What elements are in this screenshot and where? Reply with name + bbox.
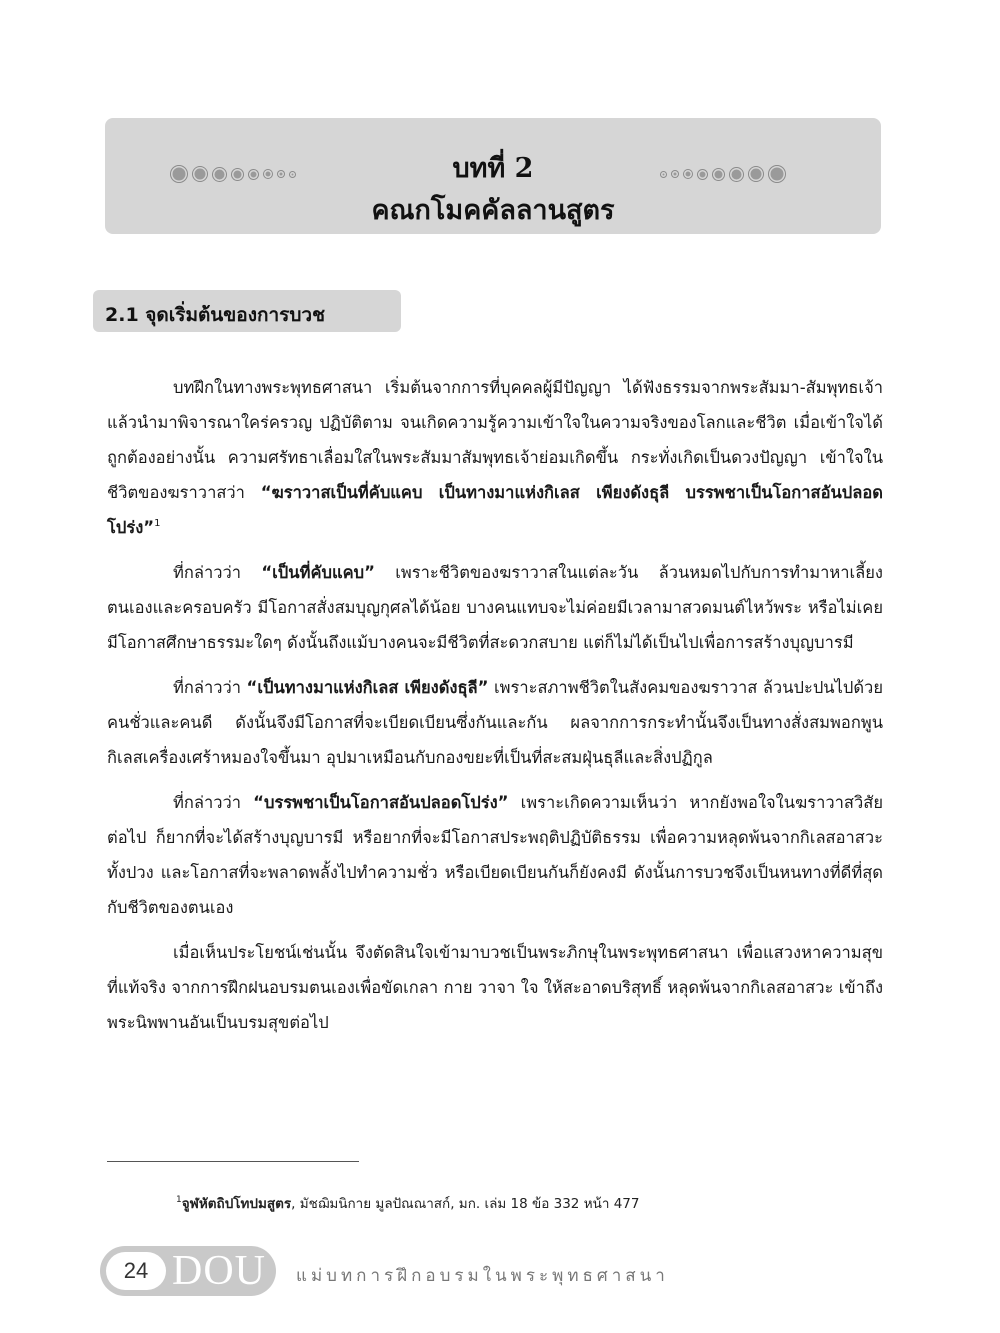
footnote (176, 1192, 639, 1214)
quote-bold: “บรรพชาเป็นโอกาสอันปลอดโปร่ง” (253, 793, 509, 812)
paragraph-3: ที่กล่าวว่า “เป็นทางมาแห่งกิเลส เพียงดังธุลี” เพราะสภาพชีวิตในสังคมของฆราวาส ล้วนปะปนไปด้วยคนชั่วและคนดี ดังนั้นจึงมีโอกาสที่จะเบียดเบียนซึ่งกันและกัน ผลจากการกระทำนั้นจึงเป็นทางสั่งสมพอกพูนกิเลสเครื่องเศร้าหมองใจขึ้นมา อุปมาเหมือนกับกองขยะที่เป็นที่สะสมฝุ่นธุลีและสิ่งปฏิกูล (107, 678, 883, 767)
footnote-source-title: จูฬหัตถิปโทปมสูตร (181, 1196, 292, 1212)
quote-bold: “เป็นที่คับแคบ” (261, 563, 375, 582)
section-header (93, 290, 401, 332)
quote-bold: “เป็นทางมาแห่งกิเลส เพียงดังธุลี” (246, 678, 489, 697)
page-number: 24 (106, 1252, 166, 1290)
quote-bold: “ฆราวาสเป็นที่คับแคบ เป็นทางมาแห่งกิเลส เพียงดังธุลี บรรพชาเป็นโอกาสอันปลอดโปร่ง” (107, 483, 883, 537)
paragraph-5: เมื่อเห็นประโยชน์เช่นนั้น จึงตัดสินใจเข้ามาบวชเป็นพระภิกษุในพระพุทธศาสนา เพื่อแสวงหาความสุขที่แท้จริง จากการฝึกฝนอบรมตนเองเพื่อขัดเกลา กาย วาจา ใจ ให้สะอาดบริสุทธิ์ หลุดพ้นจากกิเลสอาสวะ เข้าถึงพระนิพพานอันเป็นบรมสุขต่อไป (107, 943, 883, 1032)
footnote-ref: 1 (154, 518, 161, 529)
paragraph-2: ที่กล่าวว่า “เป็นที่คับแคบ” เพราะชีวิตของฆราวาสในแต่ละวัน ล้วนหมดไปกับการทำมาหาเลี้ยงตนเองและครอบครัว มีโอกาสสั่งสมบุญกุศลได้น้อย บางคนแทบจะไม่ค่อยมีเวลามาสวดมนต์ไหว้พระ หรือไม่เคยมีโอกาสศึกษาธรรมะใดๆ ดังนั้นถึงแม้บางคนจะมีชีวิตที่สะดวกสบาย แต่ก็ไม่ได้เป็นไปเพื่อการสร้างบุญบารมี (107, 563, 883, 652)
footnote-marker: 1 (176, 1195, 182, 1205)
footer-book-title: แม่บทการฝึกอบรมในพระพุทธศาสนา (296, 1266, 669, 1286)
footnote-divider (107, 1161, 359, 1162)
chapter-title: คณกโมคคัลลานสูตร (371, 195, 615, 226)
paragraph-4: ที่กล่าวว่า “บรรพชาเป็นโอกาสอันปลอดโปร่ง” เพราะเกิดความเห็นว่า หากยังพอใจในฆราวาสวิสัยต่อไป ก็ยากที่จะได้สร้างบุญบารมี หรือยากที่จะมีโอกาสประพฤติปฏิบัติธรรม เพื่อความหลุดพ้นจากกิเลสอาสวะทั้งปวง และโอกาสที่จะพลาดพลั้งไปทำความชั่ว หรือเบียดเบียนกันก็ยังคงมี ดังนั้นการบวชจึงเป็นหนทางที่ดีที่สุดกับชีวิตของตนเอง (107, 793, 883, 917)
section-heading: 2.1 จุดเริ่มต้นของการบวช (105, 304, 325, 326)
chapter-number: บทที่ 2 (452, 153, 534, 184)
body-text (107, 370, 883, 1050)
chapter-header (105, 118, 881, 234)
decorative-dots-right (661, 166, 785, 182)
footer-badge (100, 1246, 276, 1296)
dou-logo: DOU (172, 1248, 266, 1294)
paragraph-1: บทฝึกในทางพระพุทธศาสนา เริ่มต้นจากการที่บุคคลผู้มีปัญญา ได้ฟังธรรมจากพระสัมมา-สัมพุทธเจ้า แล้วนำมาพิจารณาใคร่ครวญ ปฏิบัติตาม จนเกิดความรู้ความเข้าใจในความจริงของโลกและชีวิต เมื่อเข้าใจได้ถูกต้องอย่างนั้น ความศรัทธาเลื่อมใสในพระสัมมาสัมพุทธเจ้าย่อมเกิดขึ้น กระทั่งเกิดเป็นดวงปัญญา เข้าใจในชีวิตของฆราวาสว่า “ฆราวาสเป็นที่คับแคบ เป็นทางมาแห่งกิเลส เพียงดังธุลี บรรพชาเป็นโอกาสอันปลอดโปร่ง”$^1$ (107, 378, 883, 537)
footnote-source-detail: , มัชฌิมนิกาย มูลปัณณาสก์, มก. เล่ม 18 ข้อ 332 หน้า 477 (291, 1196, 640, 1212)
